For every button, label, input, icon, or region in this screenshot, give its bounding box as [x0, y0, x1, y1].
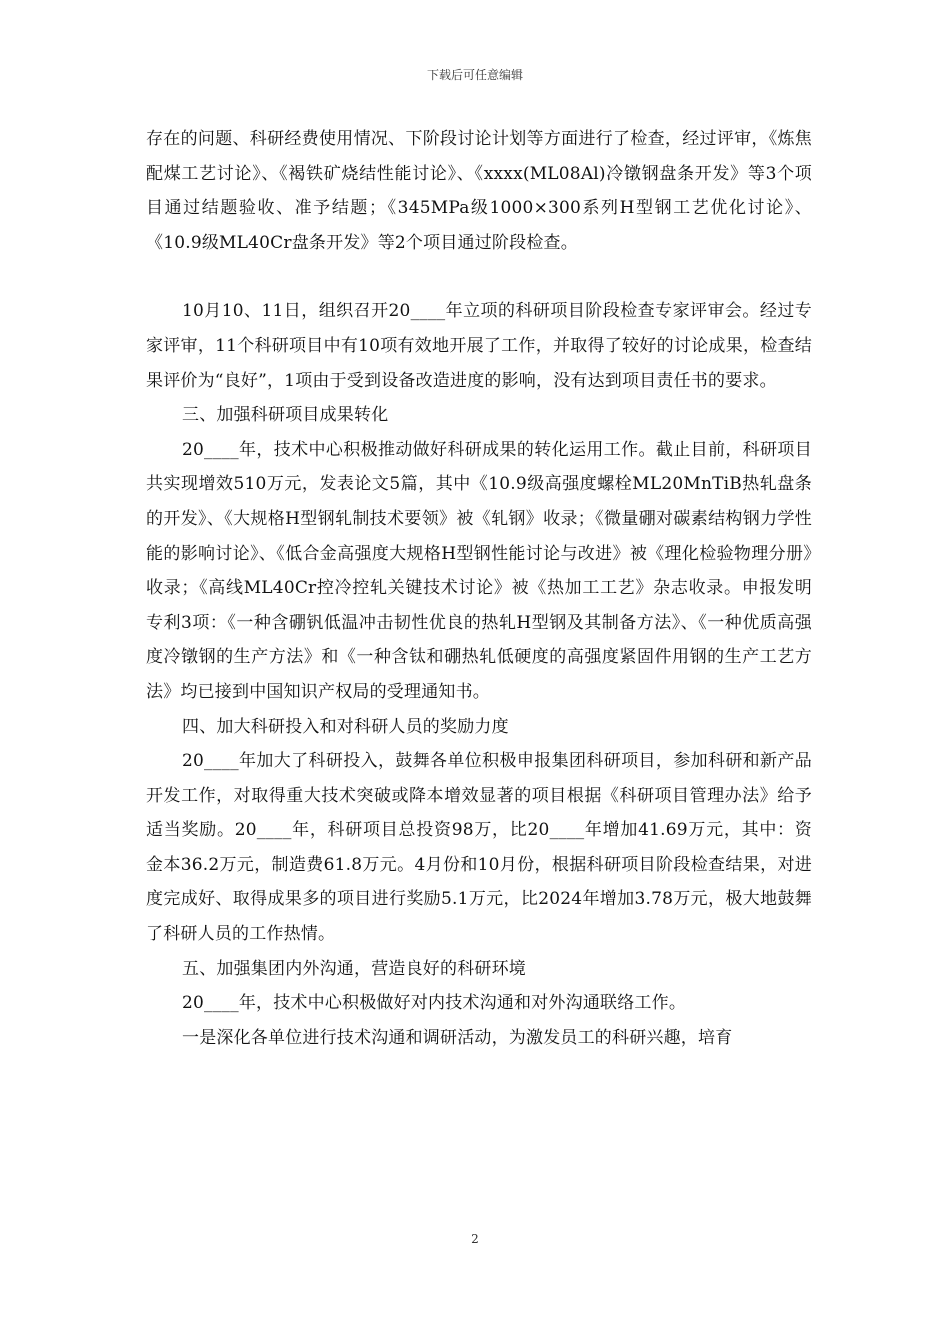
section-heading-4: 四、加大科研投入和对科研人员的奖励力度 — [182, 716, 509, 737]
paragraph-investment-rewards: 20____年加大了科研投入，鼓舞各单位积极申报集团科研项目，参加科研和新产品开发工作，对取得重大技术突破或降本增效显著的项目根据《科研项目管理办法》给予适当奖励。20____年，科研项目总投资98万，比20____年增加41.69万元，其中：资金本36.2万元，制造费61.8万元。4月份和10月份，根据科研项目阶段检查结果，对进度完成好、取得成果多的项目进行奖励5.1万元，比2024年增加3.78万元，极大地鼓舞了科研人员的工作热情。 — [146, 751, 812, 945]
page-header: 下载后可任意编辑 — [426, 68, 523, 82]
paragraph-review-results: 存在的问题、科研经费使用情况、下阶段讨论计划等方面进行了检查，经过评审，《炼焦配煤工艺讨论》、《褐铁矿烧结性能讨论》、《xxxx(ML08Al)冷镦钢盘条开发》等3个项目通过结题验收、准予结题；《345MPa级1000×300系列H型钢工艺优化讨论》、《10.9级ML40Cr盘条开发》等2个项目通过阶段检查。 — [146, 129, 812, 253]
paragraph-communication: 20____年，技术中心积极做好对内技术沟通和对外沟通联络工作。 — [182, 993, 687, 1014]
section-heading-5: 五、加强集团内外沟通，营造良好的科研环境 — [182, 958, 526, 979]
paragraph-achievement-transfer: 20____年，技术中心积极推动做好科研成果的转化运用工作。截止目前，科研项目共实现增效510万元，发表论文5篇，其中《10.9级高强度螺栓ML20MnTiB热轧盘条的开发》、《大规格H型钢轧制技术要领》被《轧钢》收录；《微量硼对碳素结构钢力学性能的影响讨论》、《低合金高强度大规格H型钢性能讨论与改进》被《理化检验物理分册》收录；《高线ML40Cr控冷控轧关键技术讨论》被《热加工工艺》杂志收录。申报发明专利3项：《一种含硼钒低温冲击韧性优良的热轧H型钢及其制备方法》、《一种优质高强度冷镦钢的生产方法》和《一种含钛和硼热轧低硬度的高强度紧固件用钢的生产工艺方法》均已接到中国知识产权局的受理通知书。 — [146, 439, 812, 702]
page-number: 2 — [471, 1232, 479, 1246]
section-heading-3: 三、加强科研项目成果转化 — [182, 405, 389, 426]
paragraph-first-point: 一是深化各单位进行技术沟通和调研活动，为激发员工的科研兴趣，培育 — [182, 1027, 733, 1048]
paragraph-stage-review: 10月10、11日，组织召开20____年立项的科研项目阶段检查专家评审会。经过专家评审，11个科研项目中有10项有效地开展了工作，并取得了较好的讨论成果，检查结果评价为“良好”，1项由于受到设备改造进度的影响，没有达到项目责任书的要求。 — [146, 301, 812, 391]
document-body — [146, 122, 812, 1055]
paragraph-gap — [146, 260, 812, 294]
